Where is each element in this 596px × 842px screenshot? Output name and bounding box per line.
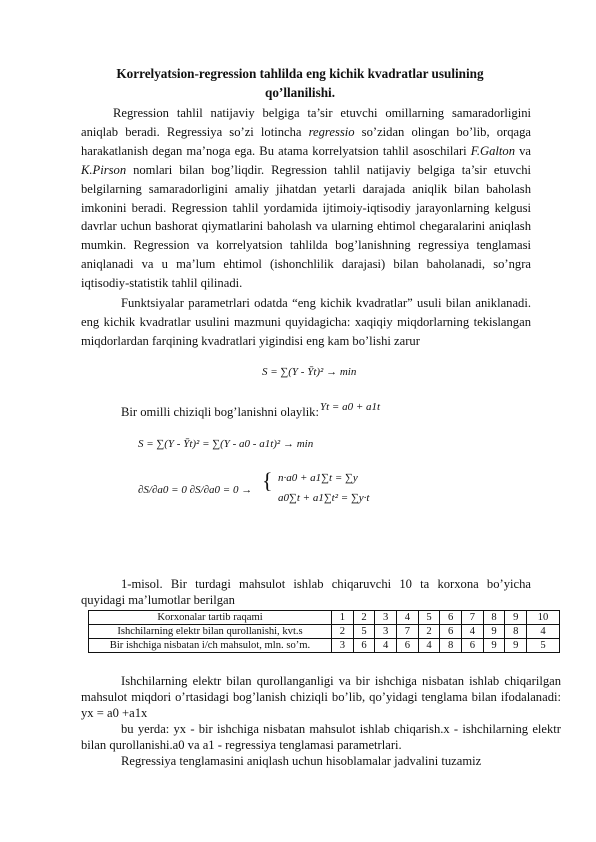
system-equation-1: n·a0 + a1∑t = ∑y — [278, 472, 358, 484]
table-cell: 4 — [375, 639, 397, 653]
formula-sum-expanded: S = ∑(Y - Ȳt)² = ∑(Y - a0 - a1t)² → min — [138, 438, 314, 450]
table-cell: 3 — [375, 625, 397, 639]
table-cell: 4 — [527, 625, 560, 639]
table-cell: 3 — [375, 611, 397, 625]
table-row — [89, 611, 560, 625]
table-cell: 8 — [440, 639, 462, 653]
table-cell: 6 — [353, 639, 375, 653]
title-line-2: qo’llanilishi. — [265, 85, 335, 100]
table-cell: 7 — [397, 625, 419, 639]
table-cell: 8 — [505, 625, 527, 639]
table-cell: 2 — [418, 625, 440, 639]
table-row — [89, 625, 560, 639]
linear-relation-label: Bir omilli chiziqli bog’lanishni olaylik: — [121, 405, 319, 419]
title-line-1: Korrelyatsion-regression tahlilda eng kichik kvadratlar usulining — [116, 66, 484, 81]
table-row-label: Bir ishchiga nisbatan i/ch mahsulot, mln. so’m. — [89, 639, 332, 653]
table-cell: 2 — [332, 625, 354, 639]
table-cell: 9 — [483, 625, 505, 639]
document-title — [80, 64, 520, 102]
paragraph-linear-relationship: Ishchilarning elektr bilan qurollanganligi va bir ishchiga nisbatan ishlab chiqarilgan mahsulot miqdori o’rtasidagi bog’lanish chiziqli bo’lib, qo’yidagi tenglama bilan ifodalanadi: yx = a0 +a1x — [81, 674, 561, 720]
table-cell: 2 — [353, 611, 375, 625]
table-cell: 9 — [483, 639, 505, 653]
table-cell: 5 — [353, 625, 375, 639]
paragraph-regression-intro: Regression tahlil natijaviy belgiga ta’sir etuvchi omillarning samaradorligini aniqlab beradi. Regressiya so’zi lotincha regressio so’zidan olingan bo’lib, orqaga harakatlanish degan ma’noga ega. Bu atama korrelyatsion tahlil asoschilari F.Galton va K.Pirson nomlari bilan bog’liqdir. Regression tahlil natijaviy belgiga ta’sir etuvchi belgilarning samaradorligini amaliy jihatdan yetarli darajada aniqlik bilan baholash imkonini beradi. Regression tahlil yordamida ijtimoiy-iqtisodiy jarayonlarning kelgusi davrlar uchun bashorat qiymatlarini baholash va ularning ehtimol chegaralarini aniqlash mumkin. Regression va korrelyatsion tahlilda bog’lanishning regressiya tenglamasi aniqlanadi va u ma’lum ehtimol (ishonchlilik darajasi) bilan baholanadi, so’ngra iqtisodiy-statistik tahlil qilinadi. — [81, 106, 531, 291]
table-cell: 9 — [505, 639, 527, 653]
table-cell: 6 — [462, 639, 484, 653]
table-cell: 4 — [462, 625, 484, 639]
table-row-label: Korxonalar tartib raqami — [89, 611, 332, 625]
table-cell: 6 — [440, 611, 462, 625]
paragraph-least-squares: Funktsiyalar parametrlari odatda “eng kichik kvadratlar” usuli bilan aniklanadi. eng kichik kvadratlar usulini mazmuni quyidagicha: xaqiqiy miqdorlarning tekislangan miqdorlardan farqining kvadratlari yigindisi eng kam bo’lishi zarur — [81, 296, 531, 348]
system-equation-2: a0∑t + a1∑t² = ∑y·t — [278, 492, 370, 504]
table-cell: 9 — [505, 611, 527, 625]
table-cell: 1 — [332, 611, 354, 625]
table-cell: 8 — [483, 611, 505, 625]
paragraph-variable-definitions: bu yerda: yx - bir ishchiga nisbatan mahsulot ishlab chiqarish.x - ishchilarning elektr bilan qurollanishi.a0 va a1 - regressiya tenglamasi parametrlari. — [81, 722, 561, 752]
table-cell: 5 — [418, 611, 440, 625]
table-cell: 3 — [332, 639, 354, 653]
table-cell: 7 — [462, 611, 484, 625]
system-brace: { — [262, 468, 273, 493]
example-data-table — [88, 610, 560, 653]
table-cell: 10 — [527, 611, 560, 625]
formula-partial-derivatives: ∂S/∂a0 = 0 ∂S/∂a0 = 0 → — [138, 484, 253, 496]
table-cell: 4 — [397, 611, 419, 625]
table-cell: 6 — [397, 639, 419, 653]
paragraph-calculation-table: Regressiya tenglamasini aniqlash uchun hisoblamalar jadvalini tuzamiz — [121, 754, 482, 768]
table-cell: 4 — [418, 639, 440, 653]
table-cell: 6 — [440, 625, 462, 639]
formula-least-squares: S = ∑(Y - Ȳt)² → min — [262, 366, 357, 378]
table-row — [89, 639, 560, 653]
table-cell: 5 — [527, 639, 560, 653]
example-intro: 1-misol. Bir turdagi mahsulot ishlab chiqaruvchi 10 ta korxona bo’yicha quyidagi ma’lumotlar berilgan — [81, 577, 531, 607]
table-row-label: Ishchilarning elektr bilan qurollanishi, kvt.s — [89, 625, 332, 639]
formula-linear-model: Yt = a0 + a1t — [320, 401, 381, 413]
